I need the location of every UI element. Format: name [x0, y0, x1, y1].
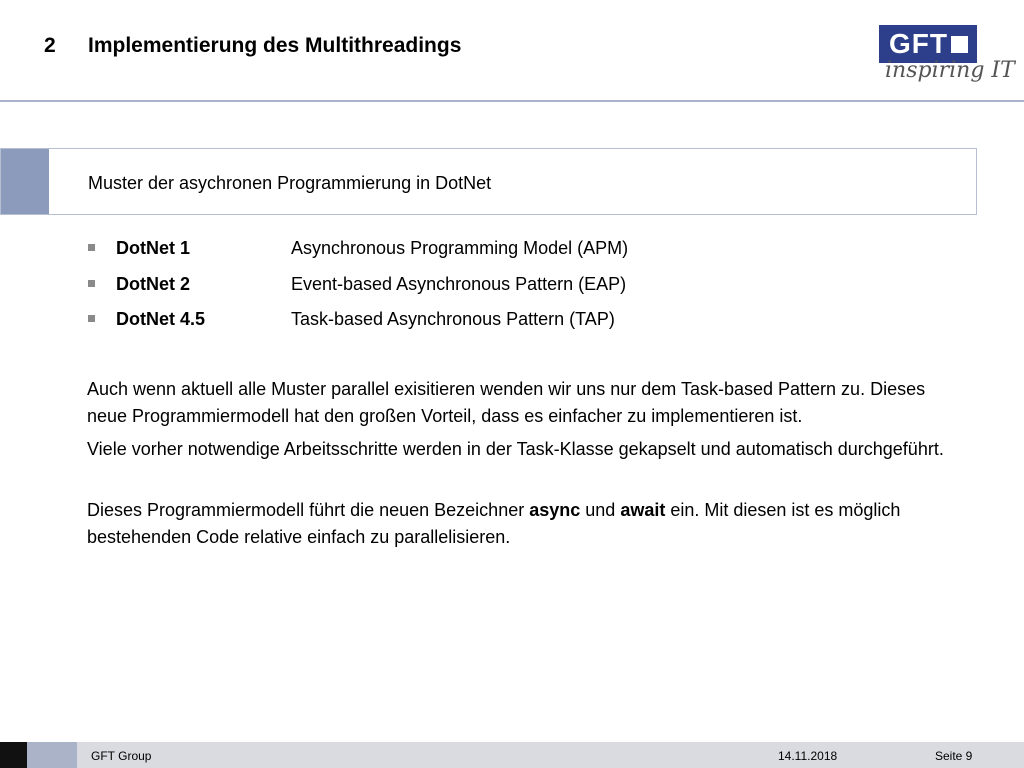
- bullet-version: DotNet 1: [116, 238, 191, 258]
- bullet-description: Task-based Asynchronous Pattern (TAP): [291, 309, 615, 329]
- logo-slogan: inspiring IT: [885, 58, 1015, 83]
- band-heading: Muster der asychronen Programmierung in DotNet: [88, 173, 492, 193]
- keyword-async: async: [529, 500, 581, 520]
- logo-brand: GFT: [889, 28, 948, 59]
- footer-page-number: Seite 9: [935, 749, 973, 763]
- header-divider: [0, 100, 1024, 102]
- bullet-square-icon: [88, 315, 95, 322]
- page-title: Implementierung des Multithreadings: [88, 34, 462, 57]
- footer: [0, 742, 1024, 768]
- bullet-square-icon: [88, 244, 95, 251]
- header-section-number: 2: [44, 34, 56, 57]
- paragraph-3: [87, 497, 967, 551]
- keyword-await: await: [620, 500, 666, 520]
- bullet-description: Asynchronous Programming Model (APM): [291, 238, 629, 258]
- paragraph-2: Viele vorher notwendige Arbeitsschritte werden in der Task-Klasse gekapselt und automatisch durchgeführt.: [87, 439, 944, 459]
- footer-company: GFT Group: [91, 749, 152, 763]
- paragraph-3-text-after: ein. Mit diesen ist es möglich bestehenden Code relative einfach zu parallelisieren.: [87, 500, 901, 547]
- paragraph-3-text-mid: und: [580, 500, 621, 520]
- footer-black-block: [0, 742, 27, 768]
- bullet-description: Event-based Asynchronous Pattern (EAP): [291, 273, 627, 294]
- section-band: [0, 148, 977, 215]
- bullet-version: DotNet 2: [116, 273, 191, 294]
- footer-date: 14.11.2018: [778, 749, 838, 763]
- logo-square-icon: [951, 36, 968, 53]
- paragraph-1: Auch wenn aktuell alle Muster parallel exisitieren wenden wir uns nur dem Task-based Pattern zu. Dieses neue Programmiermodell hat den großen Vorteil, dass es einfacher zu implementieren ist.: [87, 379, 926, 426]
- paragraph-3-text-before: Dieses Programmiermodell führt die neuen Bezeichner: [87, 500, 530, 520]
- bullet-square-icon: [88, 280, 95, 287]
- bullet-version: DotNet 4.5: [116, 309, 206, 329]
- footer-blue-block: [27, 742, 77, 768]
- band-accent-tab: [1, 149, 49, 214]
- footer-bar: [77, 742, 1024, 768]
